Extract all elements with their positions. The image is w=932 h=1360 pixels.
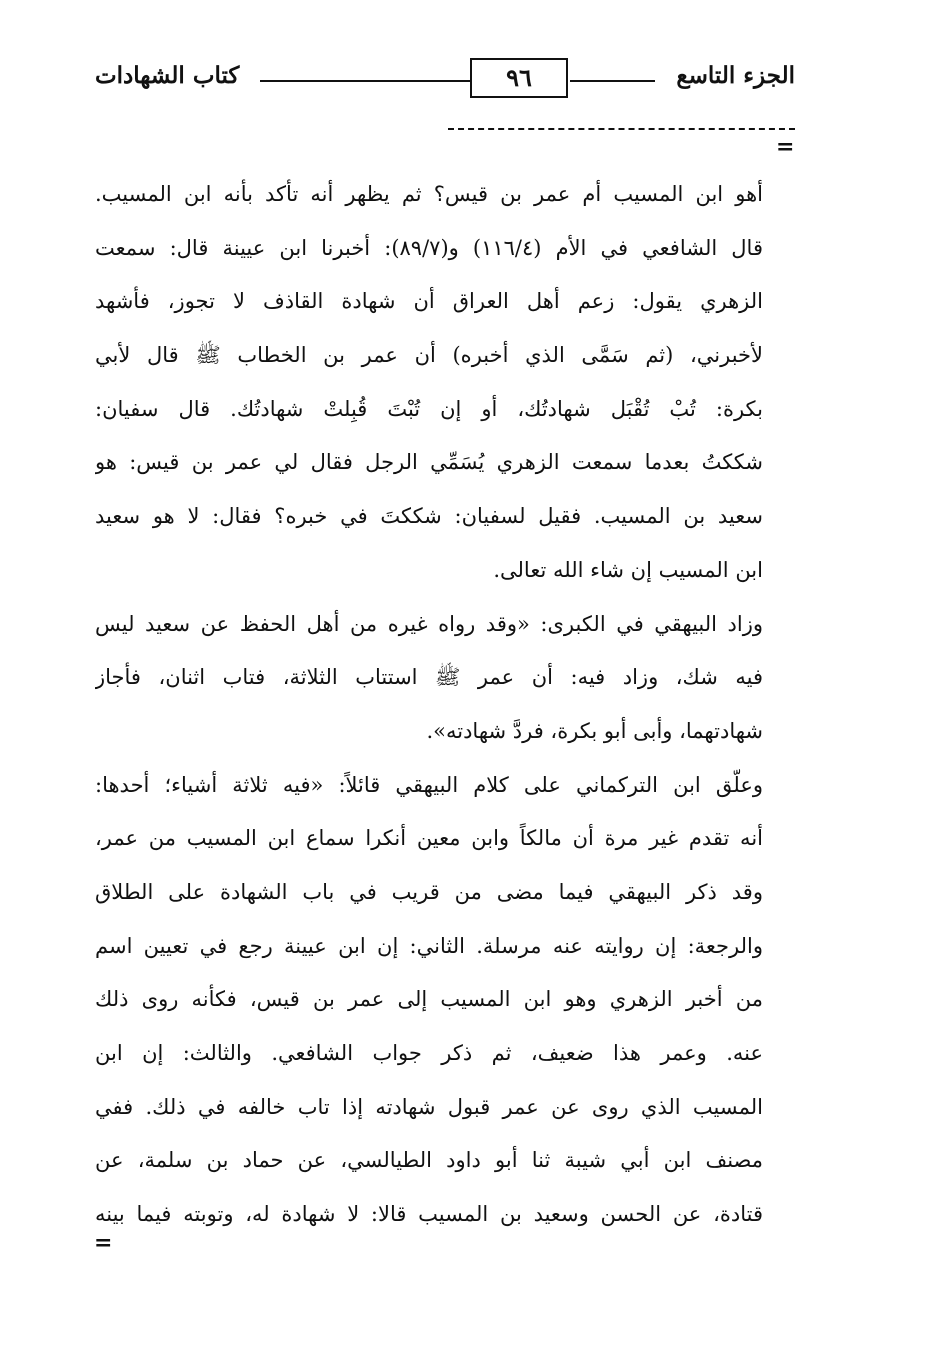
text-line: قال الشافعي في الأم (١١٦/٤) و(٨٩/٧): أخبرنا ابن عيينة قال: سمعت — [95, 235, 763, 260]
text-line: وزاد البيهقي في الكبرى: «وقد رواه غيره من أهل الحفظ عن سعيد ليس — [95, 611, 763, 636]
text-line: أهو ابن المسيب أم عمر بن قيس؟ ثم يظهر أنه تأكد بأنه ابن المسيب. — [95, 182, 763, 206]
text-line: سعيد بن المسيب. فقيل لسفيان: شككتَ في خبره؟ فقال: لا هو سعيد — [95, 504, 763, 529]
text-line: أنه تقدم غير مرة أن مالكاً وابن معين أنكرا سماع ابن المسيب من عمر، — [95, 826, 763, 851]
text-line: وعلّق ابن التركماني على كلام البيهقي قائلاً: «فيه ثلاثة أشياء؛ أحدها: — [95, 772, 763, 797]
header-rule-right — [570, 80, 655, 82]
text-line: والرجعة: إن روايته عنه مرسلة. الثاني: إن ابن عيينة رجع في تعيين اسم — [95, 933, 763, 958]
text-line: ابن المسيب إن شاء الله تعالى. — [493, 557, 763, 582]
continuation-mark-top: = — [776, 134, 795, 160]
text-line: قتادة، عن الحسن وسعيد بن المسيب قالا: لا شهادة له، وتوبته فيما بينه — [95, 1202, 763, 1227]
page-number: ٩٦ — [470, 58, 568, 98]
text-line: وقد ذكر البيهقي فيما مضى من قريب في باب الشهادة على الطلاق — [95, 879, 763, 904]
text-line: شهادتهما، وأبى أبو بكرة، فردَّ شهادته». — [426, 718, 763, 743]
book-title: كتاب الشهادات — [95, 62, 240, 89]
text-line: بكرة: تُبْ تُقْبَل شهادتُك، أو إن تُبْتَ قُبِلتْ شهادتُك. قال سفيان: — [95, 396, 763, 421]
header-rule-left — [260, 80, 470, 82]
text-line: لأخبرني، (ثم سَمَّى الذي أخبره) أن عمر بن الخطاب ﷺ قال لأبي — [95, 343, 763, 368]
text-line: الزهري يقول: زعم أهل العراق أن شهادة القاذف لا تجوز، فأشهد — [95, 289, 763, 314]
text-line: مصنف ابن أبي شيبة ثنا أبو داود الطيالسي، عن حماد بن سلمة، عن — [95, 1148, 763, 1173]
text-line: من أخبر الزهري وهو ابن المسيب إلى عمر بن قيس، فكأنه روى ذلك — [95, 987, 763, 1012]
text-line: فيه شك، وزاد فيه: أن عمر ﷺ استتاب الثلاثة، فتاب اثنان، فأجاز — [95, 665, 763, 690]
text-line: عنه. وعمر هذا ضعيف، ثم ذكر جواب الشافعي. والثالث: إن ابن — [95, 1041, 763, 1065]
dashed-separator — [448, 128, 795, 130]
text-line: المسيب الذي روى عن عمر قبول شهادته إذا تاب خالفه في ذلك. ففي — [95, 1094, 763, 1119]
volume-title: الجزء التاسع — [676, 62, 795, 89]
body-text — [95, 168, 763, 1242]
text-line: شككتُ بعدما سمعت الزهري يُسَمِّي الرجل فقال لي عمر بن قيس: هو — [95, 450, 763, 475]
continuation-mark-bottom: = — [94, 1230, 113, 1256]
page-header — [95, 58, 795, 102]
